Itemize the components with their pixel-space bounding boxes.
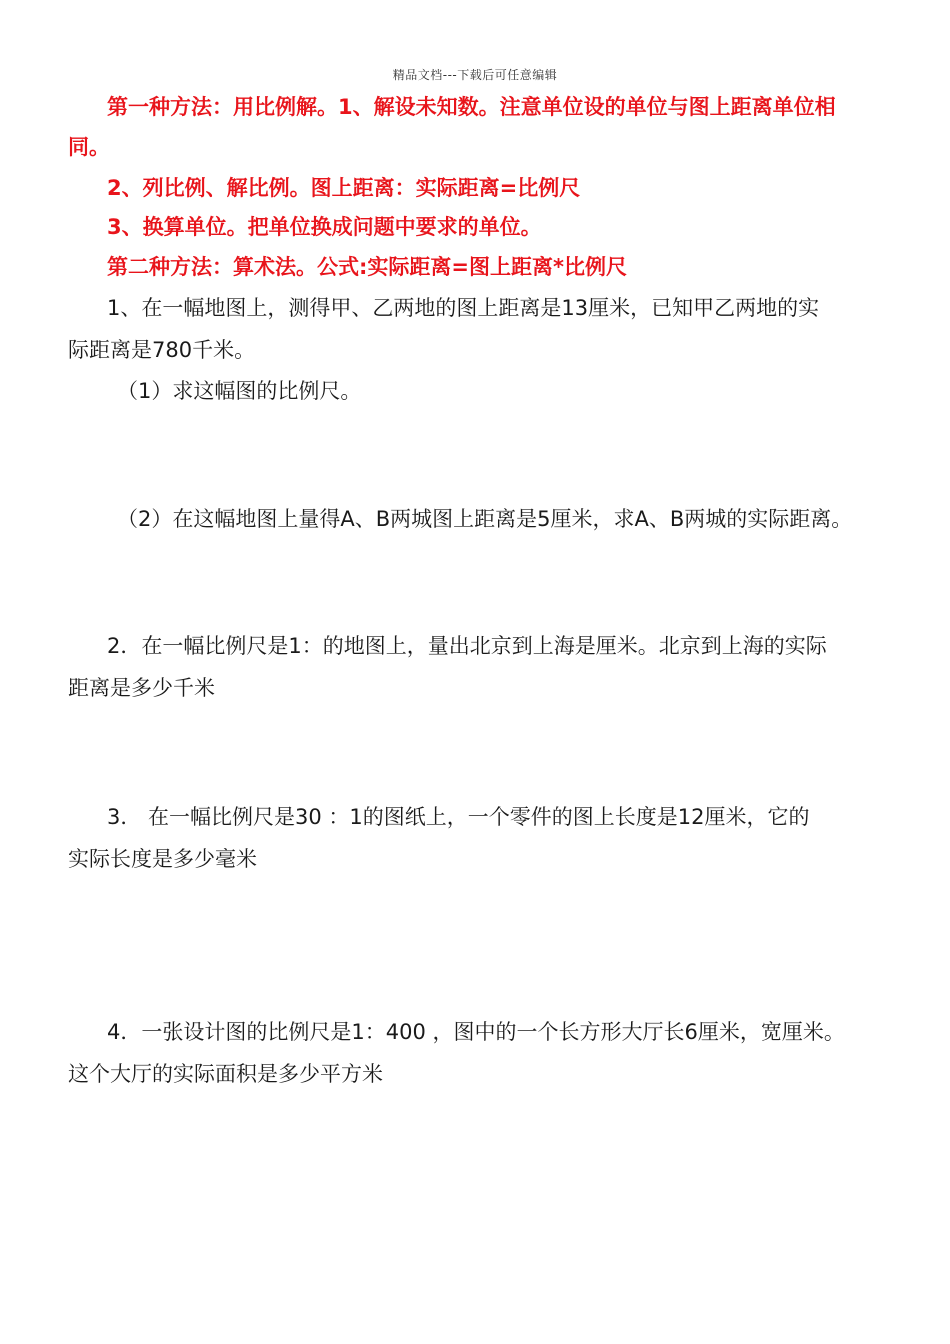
question-1-text: 1、在一幅地图上，测得甲、乙两地的图上距离是13厘米，已知甲乙两地的实 (107, 296, 820, 320)
method-one-step-3: 3、换算单位。把单位换成问题中要求的单位。 (107, 215, 542, 239)
question-1-part-1: （1）求这幅图的比例尺。 (117, 379, 362, 403)
question-3-text: 3． 在一幅比例尺是30 ：1的图纸上，一个零件的图上长度是12厘米，它的 (107, 805, 810, 829)
question-2-text: 2．在一幅比例尺是1：的地图上，量出北京到上海是厘米。北京到上海的实际 (107, 634, 827, 658)
question-1-text-continued: 际距离是780千米。 (68, 338, 256, 362)
question-4-text: 4．一张设计图的比例尺是1：400 ，图中的一个长方形大厅长6厘米，宽厘米。 (107, 1020, 845, 1044)
question-4-text-continued: 这个大厅的实际面积是多少平方米 (68, 1062, 383, 1086)
page-header: 精品文档---下载后可任意编辑 (392, 68, 558, 82)
method-one-step-2: 2、列比例、解比例。图上距离：实际距离=比例尺 (107, 176, 581, 200)
method-two-line: 第二种方法：算术法。公式:实际距离=图上距离*比例尺 (107, 255, 627, 279)
question-3-text-continued: 实际长度是多少毫米 (68, 847, 257, 871)
question-2-text-continued: 距离是多少千米 (68, 676, 215, 700)
method-one-line-continued: 同。 (68, 135, 110, 159)
question-1-part-2: （2）在这幅地图上量得A、B两城图上距离是5厘米，求A、B两城的实际距离。 (117, 507, 853, 531)
method-one-line: 第一种方法：用比例解。1、解设未知数。注意单位设的单位与图上距离单位相 (107, 95, 836, 119)
